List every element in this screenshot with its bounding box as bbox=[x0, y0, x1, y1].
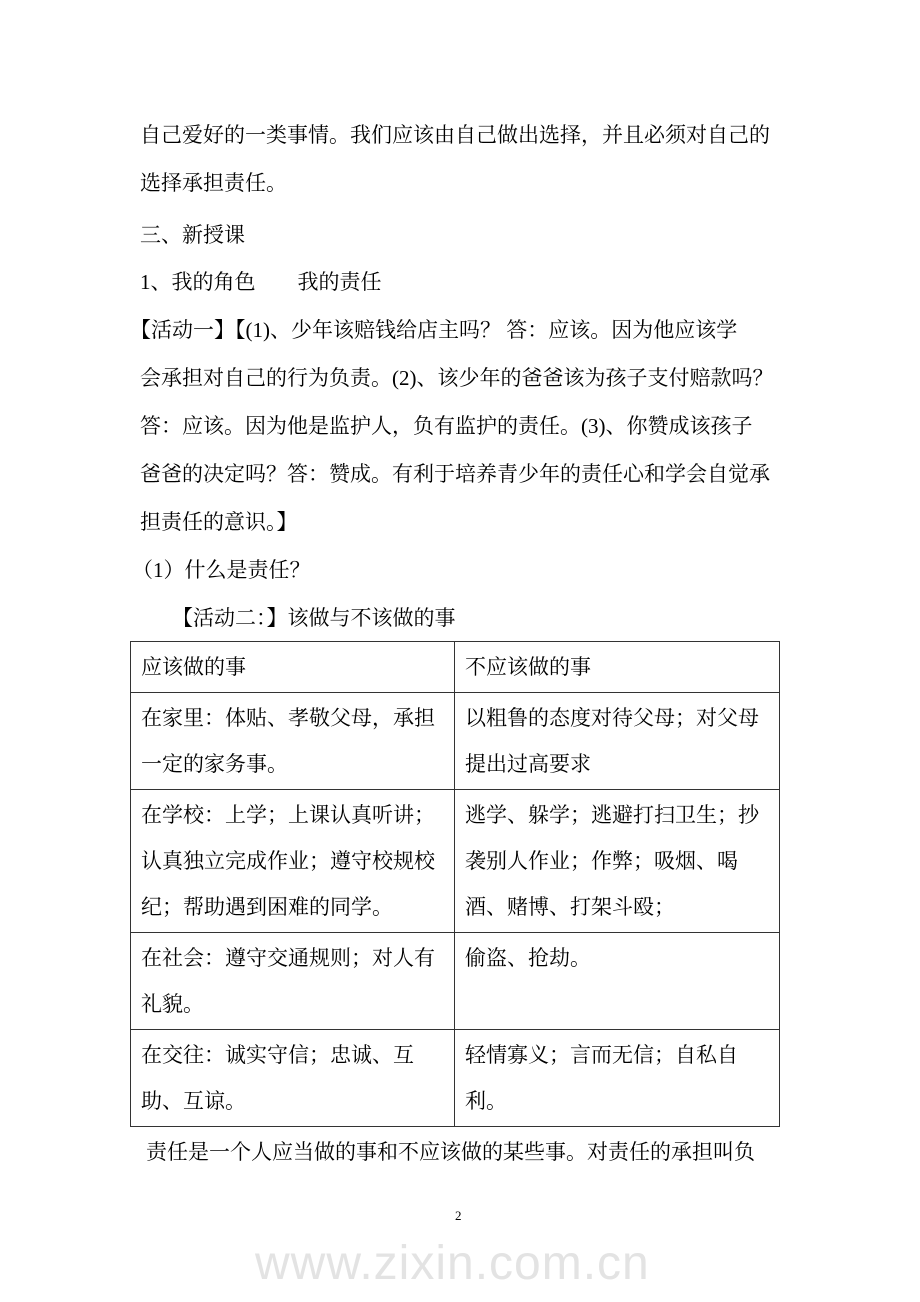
watermark: www.zixin.com.cn bbox=[255, 1237, 650, 1290]
header-cell: 不应该做的事 bbox=[455, 642, 780, 693]
paragraph-line: 担责任的意识。】 bbox=[140, 510, 298, 534]
paragraph-line: 会承担对自己的行为负责。(2)、该少年的爸爸该为孩子支付赔款吗？ bbox=[140, 366, 774, 390]
activity-heading: 【活动二：】该做与不该做的事 bbox=[172, 606, 456, 630]
paragraph-line: 答：应该。因为他是监护人，负有监护的责任。(3)、你赞成该孩子 bbox=[140, 414, 753, 438]
table-cell: 以粗鲁的态度对待父母；对父母提出过高要求 bbox=[455, 693, 780, 790]
page-number: 2 bbox=[455, 1208, 462, 1223]
paragraph-line: 选择承担责任。 bbox=[140, 171, 287, 195]
paragraph-line: 爸爸的决定吗？答：赞成。有利于培养青少年的责任心和学会自觉承 bbox=[140, 462, 770, 486]
paragraph-line: 自己爱好的一类事情。我们应该由自己做出选择，并且必须对自己的 bbox=[140, 123, 770, 147]
table-cell: 轻情寡义；言而无信；自私自利。 bbox=[455, 1030, 780, 1127]
table-cell: 在交往：诚实守信；忠诚、互助、互谅。 bbox=[131, 1030, 455, 1127]
table-row bbox=[131, 1030, 780, 1127]
paragraph-line: 责任是一个人应当做的事和不应该做的某些事。对责任的承担叫负 bbox=[146, 1140, 755, 1164]
table-header-row bbox=[131, 642, 780, 693]
table-cell: 在家里：体贴、孝敬父母，承担一定的家务事。 bbox=[131, 693, 455, 790]
subsection-heading: 1、我的角色 我的责任 bbox=[140, 270, 382, 294]
table-row bbox=[131, 693, 780, 790]
responsibility-table bbox=[130, 641, 780, 1127]
table-cell: 在学校：上学；上课认真听讲；认真独立完成作业；遵守校规校纪；帮助遇到困难的同学。 bbox=[131, 790, 455, 933]
table-cell: 在社会：遵守交通规则；对人有礼貌。 bbox=[131, 933, 455, 1030]
section-heading: 三、新授课 bbox=[140, 223, 245, 247]
table-row bbox=[131, 790, 780, 933]
table-row bbox=[131, 933, 780, 1030]
header-cell: 应该做的事 bbox=[131, 642, 455, 693]
table-cell: 偷盗、抢劫。 bbox=[455, 933, 780, 1030]
paragraph-line: 【活动一】【(1)、少年该赔钱给店主吗？ 答：应该。因为他应该学 bbox=[130, 318, 738, 342]
table-cell: 逃学、躲学；逃避打扫卫生；抄袭别人作业；作弊；吸烟、喝酒、赌博、打架斗殴； bbox=[455, 790, 780, 933]
question-heading: （1）什么是责任？ bbox=[132, 558, 311, 582]
